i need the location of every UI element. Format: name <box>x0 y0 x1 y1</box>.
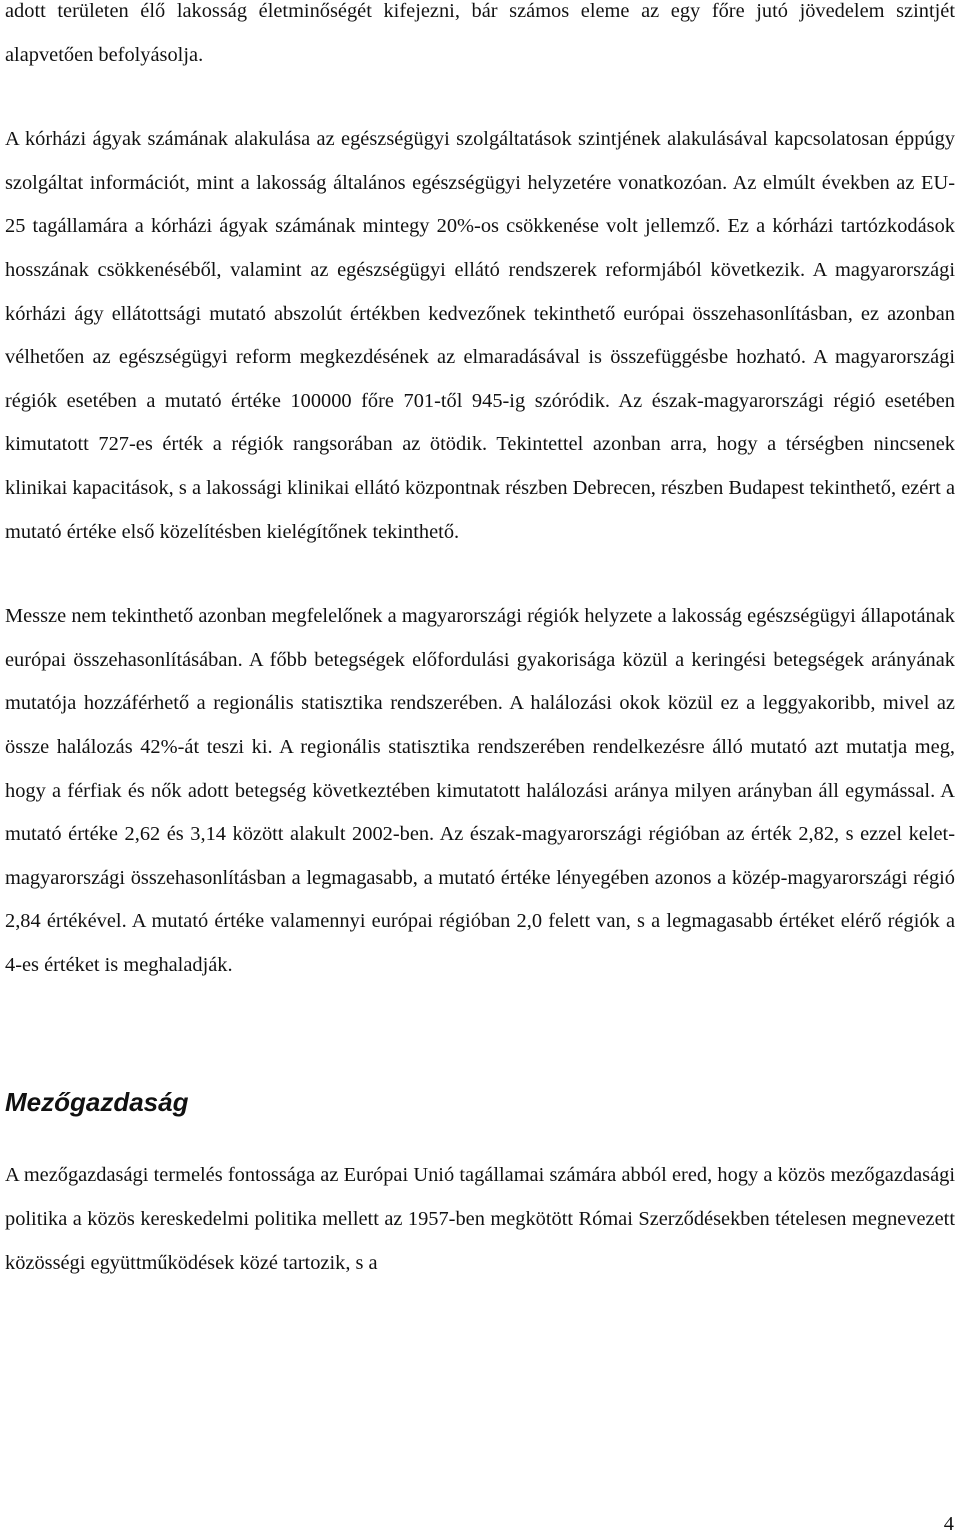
section-heading-agriculture: Mezőgazdaság <box>5 1087 189 1118</box>
paragraph-quality-of-life: adott területen élő lakosság életminőségét kifejezni, bár számos eleme az egy főre jutó jövedelem szintjét alapvetően befolyásolja. <box>5 0 955 66</box>
paragraph-hospital-beds: A kórházi ágyak számának alakulása az egészségügyi szolgáltatások szintjének alakulásával kapcsolatosan éppúgy szolgáltat információt, mint a lakosság általános egészségügyi helyzetére vonatkozóan. Az elmúlt években az EU-25 tagállamára a kórházi ágyak számának mintegy 20%-os csökkenése volt jellemző. Ez a kórházi tartózkodások hosszának csökkenéséből, valamint az egészségügyi ellátó rendszerek reformjából következik. A magyarországi kórházi ágy ellátottsági mutató abszolút értékben kedvezőnek tekinthető európai összehasonlításban, ez azonban vélhetően az egészségügyi reform megkezdésének az elmaradásával is összefüggésbe hozható. A magyarországi régiók esetében a mutató értéke 100000 főre 701-től 945-ig szóródik. Az észak-magyarországi régió esetében kimutatott 727-es érték a régiók rangsorában az ötödik. Tekintettel azonban arra, hogy a térségben nincsenek klinikai kapacitások, s a lakossági klinikai ellátó központnak részben Debrecen, részben Budapest tekinthető, ezért a mutató értéke első közelítésben kielégítőnek tekinthető. <box>5 128 955 543</box>
paragraph-health-status: Messze nem tekinthető azonban megfelelőnek a magyarországi régiók helyzete a lakosság egészségügyi állapotának európai összehasonlításában. A főbb betegségek előfordulási gyakorisága közül a keringési betegségek arányának mutatója hozzáférhető a regionális statisztika rendszerében. A halálozási okok közül ez a leggyakoribb, mivel az össze halálozás 42%-át teszi ki. A regionális statisztika rendszerében rendelkezésre álló mutató azt mutatja meg, hogy a férfiak és nők adott betegség következtében kimutatott halálozási aránya milyen arányban áll egymással. A mutató értéke 2,62 és 3,14 között alakult 2002-ben. Az észak-magyarországi régióban az érték 2,82, s ezzel kelet-magyarországi összehasonlításban a legmagasabb, a mutató értéke lényegében azonos a közép-magyarországi régió 2,84 értékével. A mutató értéke valamennyi európai régióban 2,0 felett van, s a legmagasabb értéket elérő régiók a 4-es értéket is meghaladják. <box>5 605 955 976</box>
paragraph-agriculture-intro: A mezőgazdasági termelés fontossága az Európai Unió tagállamai számára abból ered, hogy a közös mezőgazdasági politika a közös kereskedelmi politika mellett az 1957-ben megkötött Római Szerződésekben tételesen megnevezett közösségi együttműködések közé tartozik, s a <box>5 1164 955 1274</box>
document-page <box>5 0 955 1285</box>
page-number: 4 <box>943 1513 954 1535</box>
